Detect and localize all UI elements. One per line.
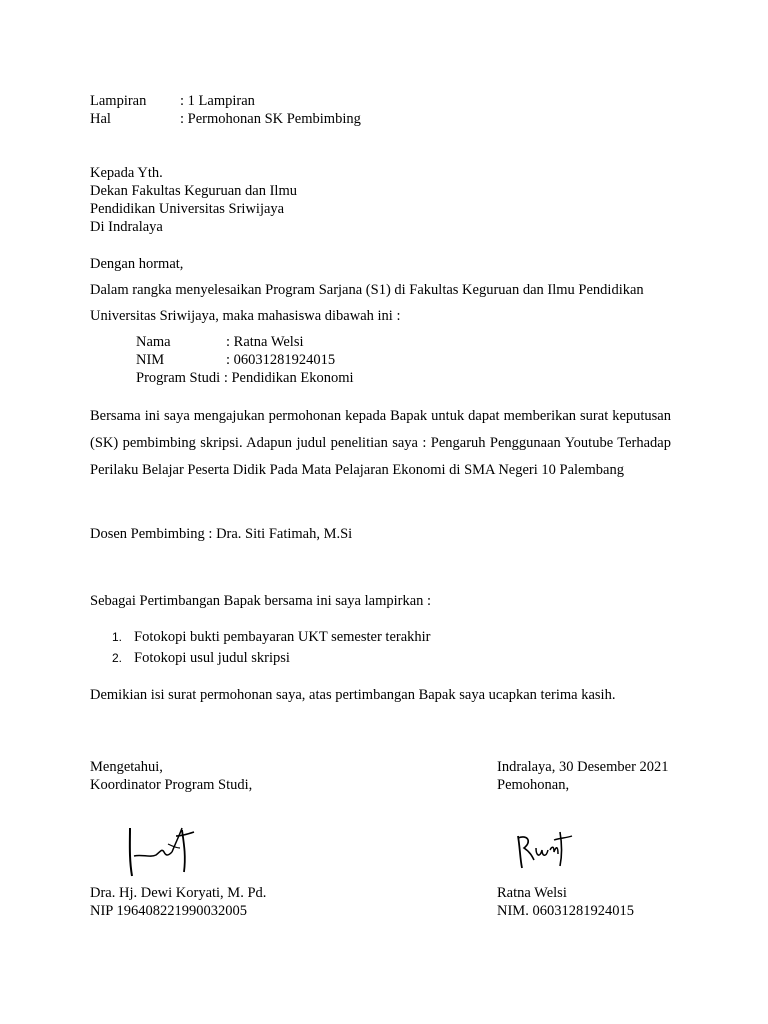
attachment-text: Fotokopi usul judul skripsi [134,650,290,666]
attachment-item [112,649,290,667]
hal-value: : Permohonan SK Pembimbing [180,111,361,127]
lampiran-value: : 1 Lampiran [180,93,255,109]
nama-label: Nama [136,334,171,350]
attachment-text: Fotokopi bukti pembayaran UKT semester terakhir [134,629,431,645]
recipient-line-4: Di Indralaya [90,219,163,235]
lampiran-row [90,92,255,110]
nim-value: : 06031281924015 [226,352,336,368]
right-sign-date: Indralaya, 30 Desember 2021 [497,759,669,775]
lampiran-label: Lampiran [90,93,147,109]
attachment-number: 1. [112,630,123,644]
closing-line: Demikian isi surat permohonan saya, atas pertimbangan Bapak saya ucapkan terima kasih. [90,687,616,703]
recipient-line-1: Kepada Yth. [90,165,163,181]
prodi-value: : Pendidikan Ekonomi [223,370,354,386]
coordinator-signature [124,822,204,880]
right-sign-id: NIM. 06031281924015 [497,903,634,919]
applicant-signature [510,826,580,874]
nim-label: NIM [136,352,165,368]
student-nama-row [136,333,304,351]
intro-line-1: Dalam rangka menyelesaikan Program Sarjana (S1) di Fakultas Keguruan dan Ilmu Pendidikan [90,282,644,298]
right-sign-role: Pemohonan, [497,777,570,793]
hal-label: Hal [90,111,111,127]
attachment-number: 2. [112,651,123,665]
left-sign-id: NIP 196408221990032005 [90,903,247,919]
left-sign-line-2: Koordinator Program Studi, [90,777,253,793]
intro-line-2: Universitas Sriwijaya, maka mahasiswa dibawah ini : [90,308,401,324]
attachments-intro: Sebagai Pertimbangan Bapak bersama ini saya lampirkan : [90,593,432,609]
recipient-line-2: Dekan Fakultas Keguruan dan Ilmu [90,183,297,199]
request-paragraph: Bersama ini saya mengajukan permohonan kepada Bapak untuk dapat memberikan surat keputusan (SK) pembimbing skripsi. Adapun judul penelitian saya : Pengaruh Penggunaan Youtube Terhadap Perilaku Belajar Peserta Didik Pada Mata Pelajaran Ekonomi di SMA Negeri 10 Palembang [90,408,671,478]
left-sign-name: Dra. Hj. Dewi Koryati, M. Pd. [90,885,267,901]
recipient-line-3: Pendidikan Universitas Sriwijaya [90,201,285,217]
nama-value: : Ratna Welsi [226,334,304,350]
attachment-item [112,628,431,646]
student-prodi-row [136,369,354,387]
prodi-label: Program Studi [136,370,221,386]
supervisor-line: Dosen Pembimbing : Dra. Siti Fatimah, M.Si [90,526,353,542]
greeting: Dengan hormat, [90,256,184,272]
student-nim-row [136,351,335,369]
left-sign-line-1: Mengetahui, [90,759,163,775]
right-sign-name: Ratna Welsi [497,885,567,901]
hal-row [90,110,361,128]
